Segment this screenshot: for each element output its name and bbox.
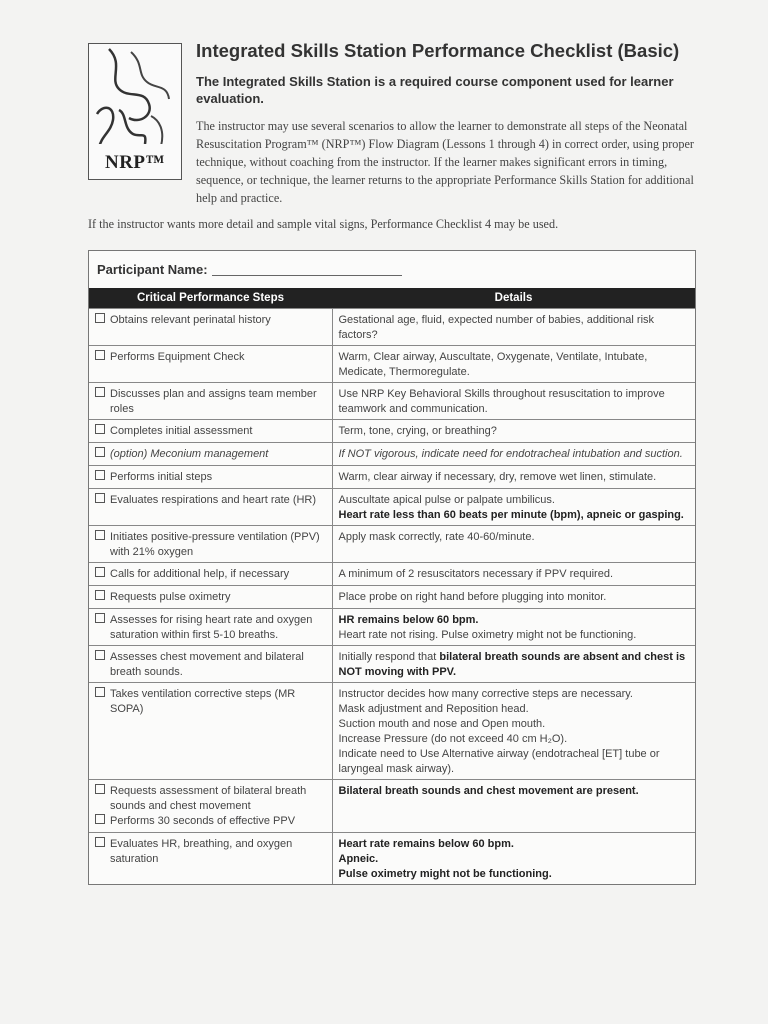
detail-line: Warm, Clear airway, Auscultate, Oxygenate, Ventilate, Intubate, Medicate, Thermoregulate. <box>338 351 648 378</box>
step-checkbox[interactable] <box>95 470 105 480</box>
nrp-logo-text: NRP™ <box>104 152 166 173</box>
step-item <box>95 567 327 583</box>
critical-step-cell <box>89 383 332 420</box>
details-cell <box>332 309 695 346</box>
header-details: Details <box>332 288 695 309</box>
step-label: Takes ventilation corrective steps (MR SOPA) <box>110 688 296 715</box>
table-row <box>89 609 695 646</box>
step-label: Requests pulse oximetry <box>110 591 231 603</box>
detail-line: Apneic. <box>338 853 379 865</box>
critical-step-cell <box>89 586 332 609</box>
detail-line: HR remains below 60 bpm. <box>338 614 479 626</box>
step-checkbox[interactable] <box>95 530 105 540</box>
critical-step-cell <box>89 780 332 833</box>
details-cell <box>332 466 695 489</box>
step-item <box>95 530 327 560</box>
step-checkbox[interactable] <box>95 447 105 457</box>
table-row <box>89 780 695 833</box>
detail-line: Indicate need to Use Alternative airway (endotracheal [ET] tube or laryngeal mask airway). <box>338 748 660 775</box>
step-checkbox[interactable] <box>95 687 105 697</box>
detail-line: Heart rate less than 60 beats per minute (bpm), apneic or gasping. <box>338 509 684 521</box>
step-label: Performs initial steps <box>110 471 213 483</box>
detail-line: A minimum of 2 resuscitators necessary if PPV required. <box>338 568 613 580</box>
detail-line: Warm, clear airway if necessary, dry, remove wet linen, stimulate. <box>338 471 657 483</box>
step-label: Requests assessment of bilateral breath sounds and chest movement <box>110 785 307 812</box>
nrp-logo <box>88 43 182 180</box>
step-checkbox[interactable] <box>95 493 105 503</box>
detail-line: Heart rate not rising. Pulse oximetry might not be functioning. <box>338 629 637 641</box>
detail-line: Term, tone, crying, or breathing? <box>338 425 497 437</box>
critical-step-cell <box>89 420 332 443</box>
table-row <box>89 586 695 609</box>
step-item <box>95 470 327 486</box>
header-critical-steps: Critical Performance Steps <box>89 288 332 309</box>
table-row <box>89 526 695 563</box>
detail-line: bilateral breath sounds are absent and chest is NOT moving with PPV. <box>338 651 686 678</box>
detail-line: Heart rate remains below 60 bpm. <box>338 838 514 850</box>
table-row <box>89 466 695 489</box>
detail-line: If NOT vigorous, indicate need for endotracheal intubation and suction. <box>338 448 683 460</box>
step-checkbox[interactable] <box>95 613 105 623</box>
table-row <box>89 563 695 586</box>
table-row <box>89 420 695 443</box>
table-row <box>89 683 695 780</box>
detail-line: Gestational age, fluid, expected number of babies, additional risk factors? <box>338 314 655 341</box>
step-item <box>95 313 327 329</box>
step-item <box>95 687 327 717</box>
critical-step-cell <box>89 609 332 646</box>
detail-line: Bilateral breath sounds and chest movement are present. <box>338 785 639 797</box>
page-title: Integrated Skills Station Performance Checklist (Basic) <box>196 40 680 61</box>
step-item <box>95 650 327 680</box>
step-label: Assesses chest movement and bilateral breath sounds. <box>110 651 304 678</box>
details-cell <box>332 443 695 466</box>
details-cell <box>332 683 695 780</box>
critical-step-cell <box>89 346 332 383</box>
step-item <box>95 493 327 509</box>
critical-step-cell <box>89 646 332 683</box>
step-item <box>95 784 327 814</box>
table-row <box>89 309 695 346</box>
step-item <box>95 424 327 440</box>
details-cell <box>332 780 695 833</box>
step-checkbox[interactable] <box>95 590 105 600</box>
step-checkbox[interactable] <box>95 650 105 660</box>
step-label: Obtains relevant perinatal history <box>110 314 271 326</box>
critical-step-cell <box>89 489 332 526</box>
detail-line: Mask adjustment and Reposition head. <box>338 703 529 715</box>
table-row <box>89 443 695 466</box>
step-label: Calls for additional help, if necessary <box>110 568 290 580</box>
step-checkbox[interactable] <box>95 784 105 794</box>
step-item <box>95 387 327 417</box>
checklist-table <box>89 288 695 884</box>
step-item <box>95 590 327 606</box>
step-checkbox[interactable] <box>95 313 105 323</box>
table-row <box>89 346 695 383</box>
step-checkbox[interactable] <box>95 387 105 397</box>
critical-step-cell <box>89 466 332 489</box>
step-label: Evaluates HR, breathing, and oxygen saturation <box>110 838 293 865</box>
step-item <box>95 837 327 867</box>
step-checkbox[interactable] <box>95 350 105 360</box>
details-cell <box>332 646 695 683</box>
detail-line: Apply mask correctly, rate 40-60/minute. <box>338 531 535 543</box>
step-label: Performs 30 seconds of effective PPV <box>110 815 296 827</box>
details-cell <box>332 383 695 420</box>
step-label: Initiates positive-pressure ventilation (PPV) with 21% oxygen <box>110 531 320 558</box>
critical-step-cell <box>89 563 332 586</box>
detail-line: Use NRP Key Behavioral Skills throughout resuscitation to improve teamwork and communication. <box>338 388 665 415</box>
step-label: Completes initial assessment <box>110 425 253 437</box>
details-cell <box>332 526 695 563</box>
step-checkbox[interactable] <box>95 814 105 824</box>
details-cell <box>332 346 695 383</box>
detail-line: Initially respond that <box>338 651 440 663</box>
detail-line: Pulse oximetry might not be functioning. <box>338 868 552 880</box>
detail-line: Auscultate apical pulse or palpate umbilicus. <box>338 494 555 506</box>
step-checkbox[interactable] <box>95 837 105 847</box>
details-cell <box>332 489 695 526</box>
step-label: Assesses for rising heart rate and oxygen saturation within first 5-10 breaths. <box>110 614 313 641</box>
participant-name-row <box>89 251 695 288</box>
details-cell <box>332 609 695 646</box>
detail-line: Place probe on right hand before plugging into monitor. <box>338 591 607 603</box>
detail-line: Increase Pressure (do not exceed 40 cm H₂O). <box>338 733 568 745</box>
checklist-note: If the instructor wants more detail and sample vital signs, Performance Checklist 4 may be used. <box>88 217 559 231</box>
table-row <box>89 489 695 526</box>
step-checkbox[interactable] <box>95 424 105 434</box>
critical-step-cell <box>89 309 332 346</box>
table-row <box>89 833 695 885</box>
page-subtitle: The Integrated Skills Station is a required course component used for learner evaluation. <box>196 74 674 106</box>
step-label: Discusses plan and assigns team member roles <box>110 388 317 415</box>
step-item <box>95 350 327 366</box>
details-cell <box>332 563 695 586</box>
step-item <box>95 814 327 830</box>
details-cell <box>332 420 695 443</box>
checklist-form <box>88 250 696 885</box>
details-cell <box>332 586 695 609</box>
participant-name-label: Participant Name: <box>97 262 208 277</box>
step-label: (option) Meconium management <box>110 448 269 460</box>
critical-step-cell <box>89 683 332 780</box>
participant-name-field[interactable] <box>212 263 402 276</box>
step-item <box>95 613 327 643</box>
detail-line: Suction mouth and nose and Open mouth. <box>338 718 546 730</box>
critical-step-cell <box>89 833 332 885</box>
details-cell <box>332 833 695 885</box>
table-row <box>89 646 695 683</box>
step-item <box>95 447 327 463</box>
step-label: Evaluates respirations and heart rate (HR) <box>110 494 317 506</box>
critical-step-cell <box>89 526 332 563</box>
intro-paragraph: The instructor may use several scenarios to allow the learner to demonstrate all steps of the Neonatal Resuscitation Program™ (NRP™) Flow Diagram (Lessons 1 through 4) in correct order, using proper technique, without coaching from the instructor. If the learner makes significant errors in timing, sequence, or technique, the learner returns to the appropriate Performance Skills Station for additional help and practice. <box>196 119 694 205</box>
detail-line: Instructor decides how many corrective steps are necessary. <box>338 688 633 700</box>
step-checkbox[interactable] <box>95 567 105 577</box>
table-row <box>89 383 695 420</box>
critical-step-cell <box>89 443 332 466</box>
step-label: Performs Equipment Check <box>110 351 245 363</box>
